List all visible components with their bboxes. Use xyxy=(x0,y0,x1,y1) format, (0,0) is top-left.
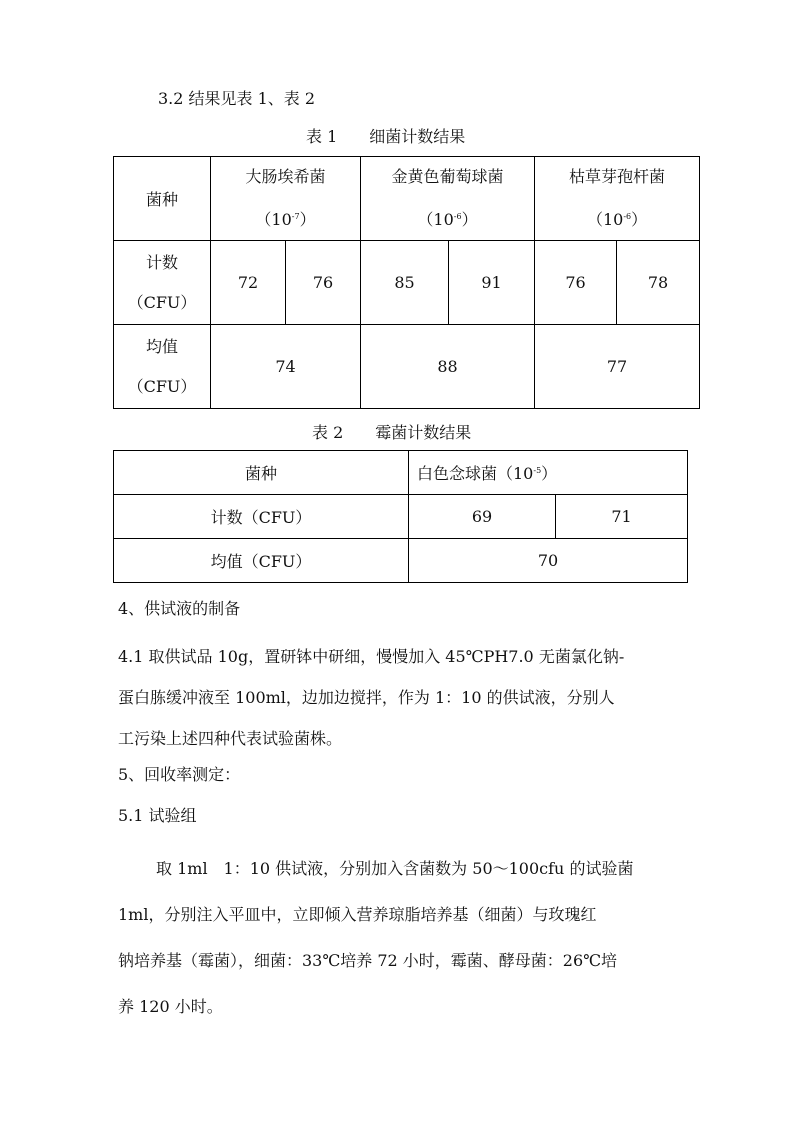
table2-mean-label: 均值（CFU） xyxy=(114,539,409,583)
mean-cell: 77 xyxy=(535,325,700,409)
section5-heading: 5、回收率测定： xyxy=(118,765,241,784)
table1-caption: 表 1 细菌计数结果 xyxy=(306,127,466,146)
bacteria-bsubtilis-header xyxy=(535,157,700,241)
table2-count-label: 计数（CFU） xyxy=(114,495,409,539)
mean-cell: 70 xyxy=(409,539,688,583)
count-cell: 85 xyxy=(361,241,449,325)
mean-cell: 88 xyxy=(361,325,535,409)
count-cell: 78 xyxy=(617,241,700,325)
paragraph-line: 蛋白胨缓冲液至 100ml，边加边搅拌，作为 1：10 的供试液，分别人 xyxy=(118,688,615,707)
paragraph-line: 工污染上述四种代表试验菌株。 xyxy=(118,729,343,748)
bacteria-name: 枯草芽孢杆菌 xyxy=(569,167,666,186)
paragraph-line: 养 120 小时。 xyxy=(118,997,223,1016)
mean-cell: 74 xyxy=(211,325,361,409)
section41-paragraph xyxy=(118,636,688,759)
table1-mean-label: 均值 （CFU） xyxy=(114,325,211,409)
bacteria-dilution: $(10^{-7})$ xyxy=(255,210,316,229)
table2-species-header: 菌种 xyxy=(114,451,409,495)
bacteria-name: 大肠埃希菌 xyxy=(245,167,326,186)
count-cell: 69 xyxy=(409,495,556,539)
bacteria-count-table xyxy=(113,156,700,409)
table1-species-header: 菌种 xyxy=(114,157,211,241)
paragraph-line: 钠培养基（霉菌），细菌：33℃培养 72 小时，霉菌、酵母菌：26℃培 xyxy=(118,951,618,970)
count-cell: 76 xyxy=(286,241,361,325)
bacteria-name: 金黄色葡萄球菌 xyxy=(391,167,504,186)
section4-heading: 4、供试液的制备 xyxy=(118,599,241,618)
fungus-name-cell: 白色念球菌$(10^{-5})$ xyxy=(409,451,688,495)
paragraph-line: 1ml，分别注入平皿中，立即倾入营养琼脂培养基（细菌）与玫瑰红 xyxy=(118,905,597,924)
count-cell: 72 xyxy=(211,241,286,325)
count-cell: 91 xyxy=(449,241,535,325)
count-cell: 76 xyxy=(535,241,617,325)
bacteria-ecoli-header xyxy=(211,157,361,241)
table2-caption: 表 2 霉菌计数结果 xyxy=(312,423,472,442)
paragraph-line: 4.1 取供试品 10g，置研钵中研细，慢慢加入 45℃PH7.0 无菌氯化钠- xyxy=(118,647,625,666)
section51-paragraph xyxy=(118,846,688,1030)
section-result-heading: 3.2 结果见表 1、表 2 xyxy=(158,89,316,108)
bacteria-dilution: $(10^{-6})$ xyxy=(417,210,478,229)
section51-heading: 5.1 试验组 xyxy=(118,806,197,825)
fungus-count-table xyxy=(113,450,688,583)
bacteria-dilution: $(10^{-6})$ xyxy=(586,210,648,229)
bacteria-saureus-header xyxy=(361,157,535,241)
paragraph-line: 取 1ml 1：10 供试液，分别加入含菌数为 50～100cfu 的试验菌 xyxy=(156,859,634,878)
count-cell: 71 xyxy=(556,495,688,539)
table1-count-label: 计数 （CFU） xyxy=(114,241,211,325)
